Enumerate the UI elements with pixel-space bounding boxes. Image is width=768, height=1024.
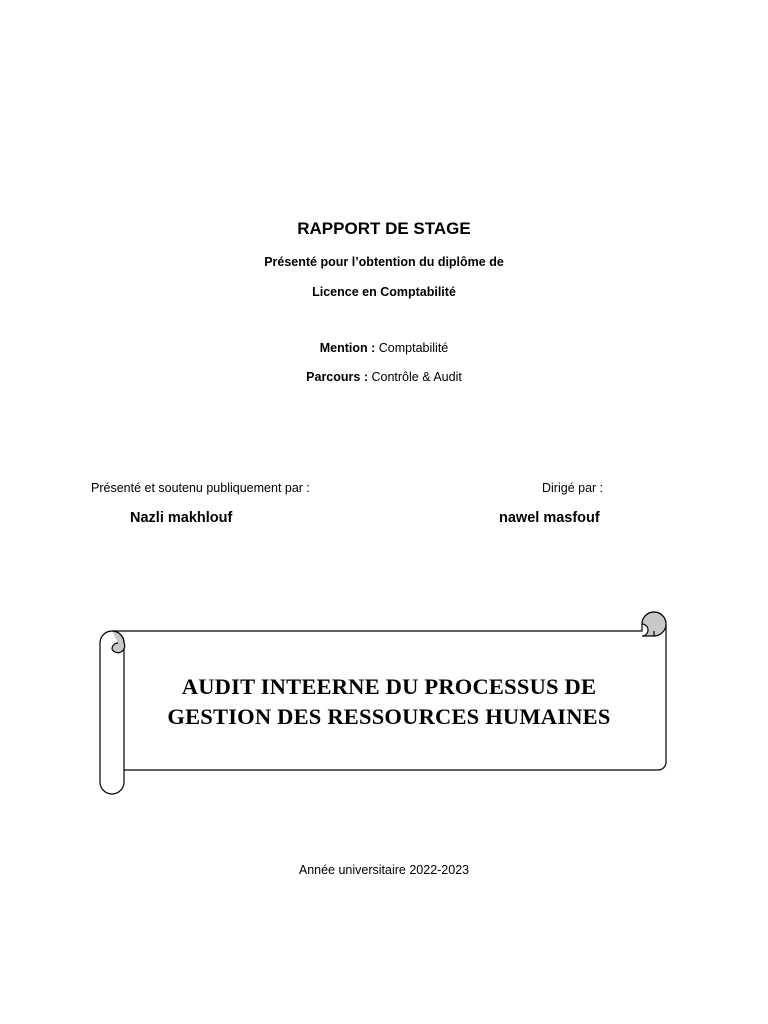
mention-line: [0, 341, 768, 355]
report-title: RAPPORT DE STAGE: [297, 219, 471, 238]
supervisor-name: nawel masfouf: [499, 510, 600, 526]
parcours-line: [0, 370, 768, 384]
supervisor-label: Dirigé par :: [542, 481, 604, 495]
parcours-value: Contrôle & Audit: [371, 370, 462, 384]
subtitle-line-1: Présenté pour l’obtention du diplôme de: [264, 255, 504, 269]
mention-label: Mention :: [319, 341, 376, 355]
scroll-title: [125, 672, 653, 732]
mention-value: Comptabilité: [378, 341, 449, 355]
academic-year: Année universitaire 2022-2023: [298, 863, 470, 877]
author-name: Nazli makhlouf: [130, 510, 233, 526]
scroll-title-line-2: GESTION DES RESSOURCES HUMAINES: [167, 704, 611, 729]
parcours-label: Parcours :: [306, 370, 368, 384]
scroll-title-line-1: AUDIT INTEERNE DU PROCESSUS DE: [181, 674, 597, 699]
scroll-left-roll: [100, 631, 124, 794]
presented-by-label: Présenté et soutenu publiquement par :: [91, 481, 310, 495]
subtitle-line-2: Licence en Comptabilité: [312, 285, 456, 299]
